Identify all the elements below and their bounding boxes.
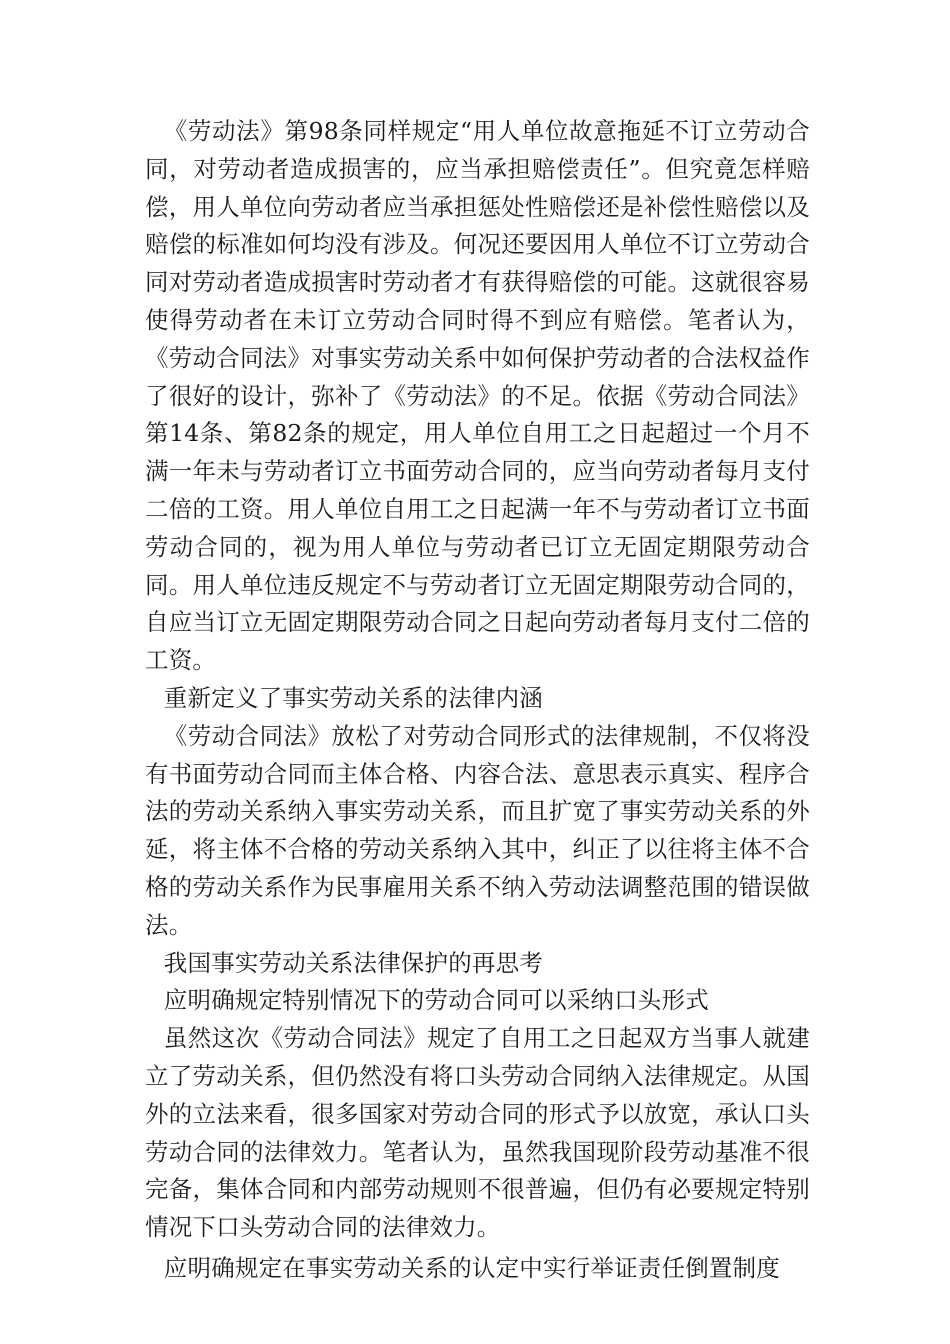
paragraph-oral-contract-validity: 虽然这次《劳动合同法》规定了自用工之日起双方当事人就建立了劳动关系，但仍然没有将口头劳动合同纳入法律规定。从国外的立法来看，很多国家对劳动合同的形式予以放宽，承认口头劳动合同的法律效力。笔者认为，虽然我国现阶段劳动基准不很完备，集体合同和内部劳动规则不很普遍，但仍有必要规定特别情况下口头劳动合同的法律效力。: [145, 1024, 810, 1242]
section-heading-redefined-meaning: 重新定义了事实劳动关系的法律内涵: [163, 683, 543, 712]
section-heading-rethinking-protection: 我国事实劳动关系法律保护的再思考: [163, 948, 543, 977]
section-heading-oral-contract: 应明确规定特别情况下的劳动合同可以采纳口头形式: [163, 986, 709, 1015]
section-heading-burden-of-proof: 应明确规定在事实劳动关系的认定中实行举证责任倒置制度: [163, 1253, 780, 1282]
paragraph-relaxed-form-regulation: 《劳动合同法》放松了对劳动合同形式的法律规制，不仅将没有书面劳动合同而主体合格、内容合法、意思表示真实、程序合法的劳动关系纳入事实劳动关系，而且扩宽了事实劳动关系的外延，将主体不合格的劳动关系纳入其中，纠正了以往将主体不合格的劳动关系作为民事雇用关系不纳入劳动法调整范围的错误做法。: [145, 721, 810, 939]
document-body: [145, 113, 810, 1288]
paragraph-compensation-liability: 《劳动法》第98条同样规定“用人单位故意拖延不订立劳动合同，对劳动者造成损害的，应当承担赔偿责任”。但究竟怎样赔偿，用人单位向劳动者应当承担惩处性赔偿还是补偿性赔偿以及赔偿的标准如何均没有涉及。何况还要因用人单位不订立劳动合同对劳动者造成损害时劳动者才有获得赔偿的可能。这就很容易使得劳动者在未订立劳动合同时得不到应有赔偿。笔者认为，《劳动合同法》对事实劳动关系中如何保护劳动者的合法权益作了很好的设计，弥补了《劳动法》的不足。依据《劳动合同法》第14条、第82条的规定，用人单位自用工之日起超过一个月不满一年未与劳动者订立书面劳动合同的，应当向劳动者每月支付二倍的工资。用人单位自用工之日起满一年不与劳动者订立书面劳动合同的，视为用人单位与劳动者已订立无固定期限劳动合同。用人单位违反规定不与劳动者订立无固定期限劳动合同的，自应当订立无固定期限劳动合同之日起向劳动者每月支付二倍的工资。: [145, 117, 810, 675]
